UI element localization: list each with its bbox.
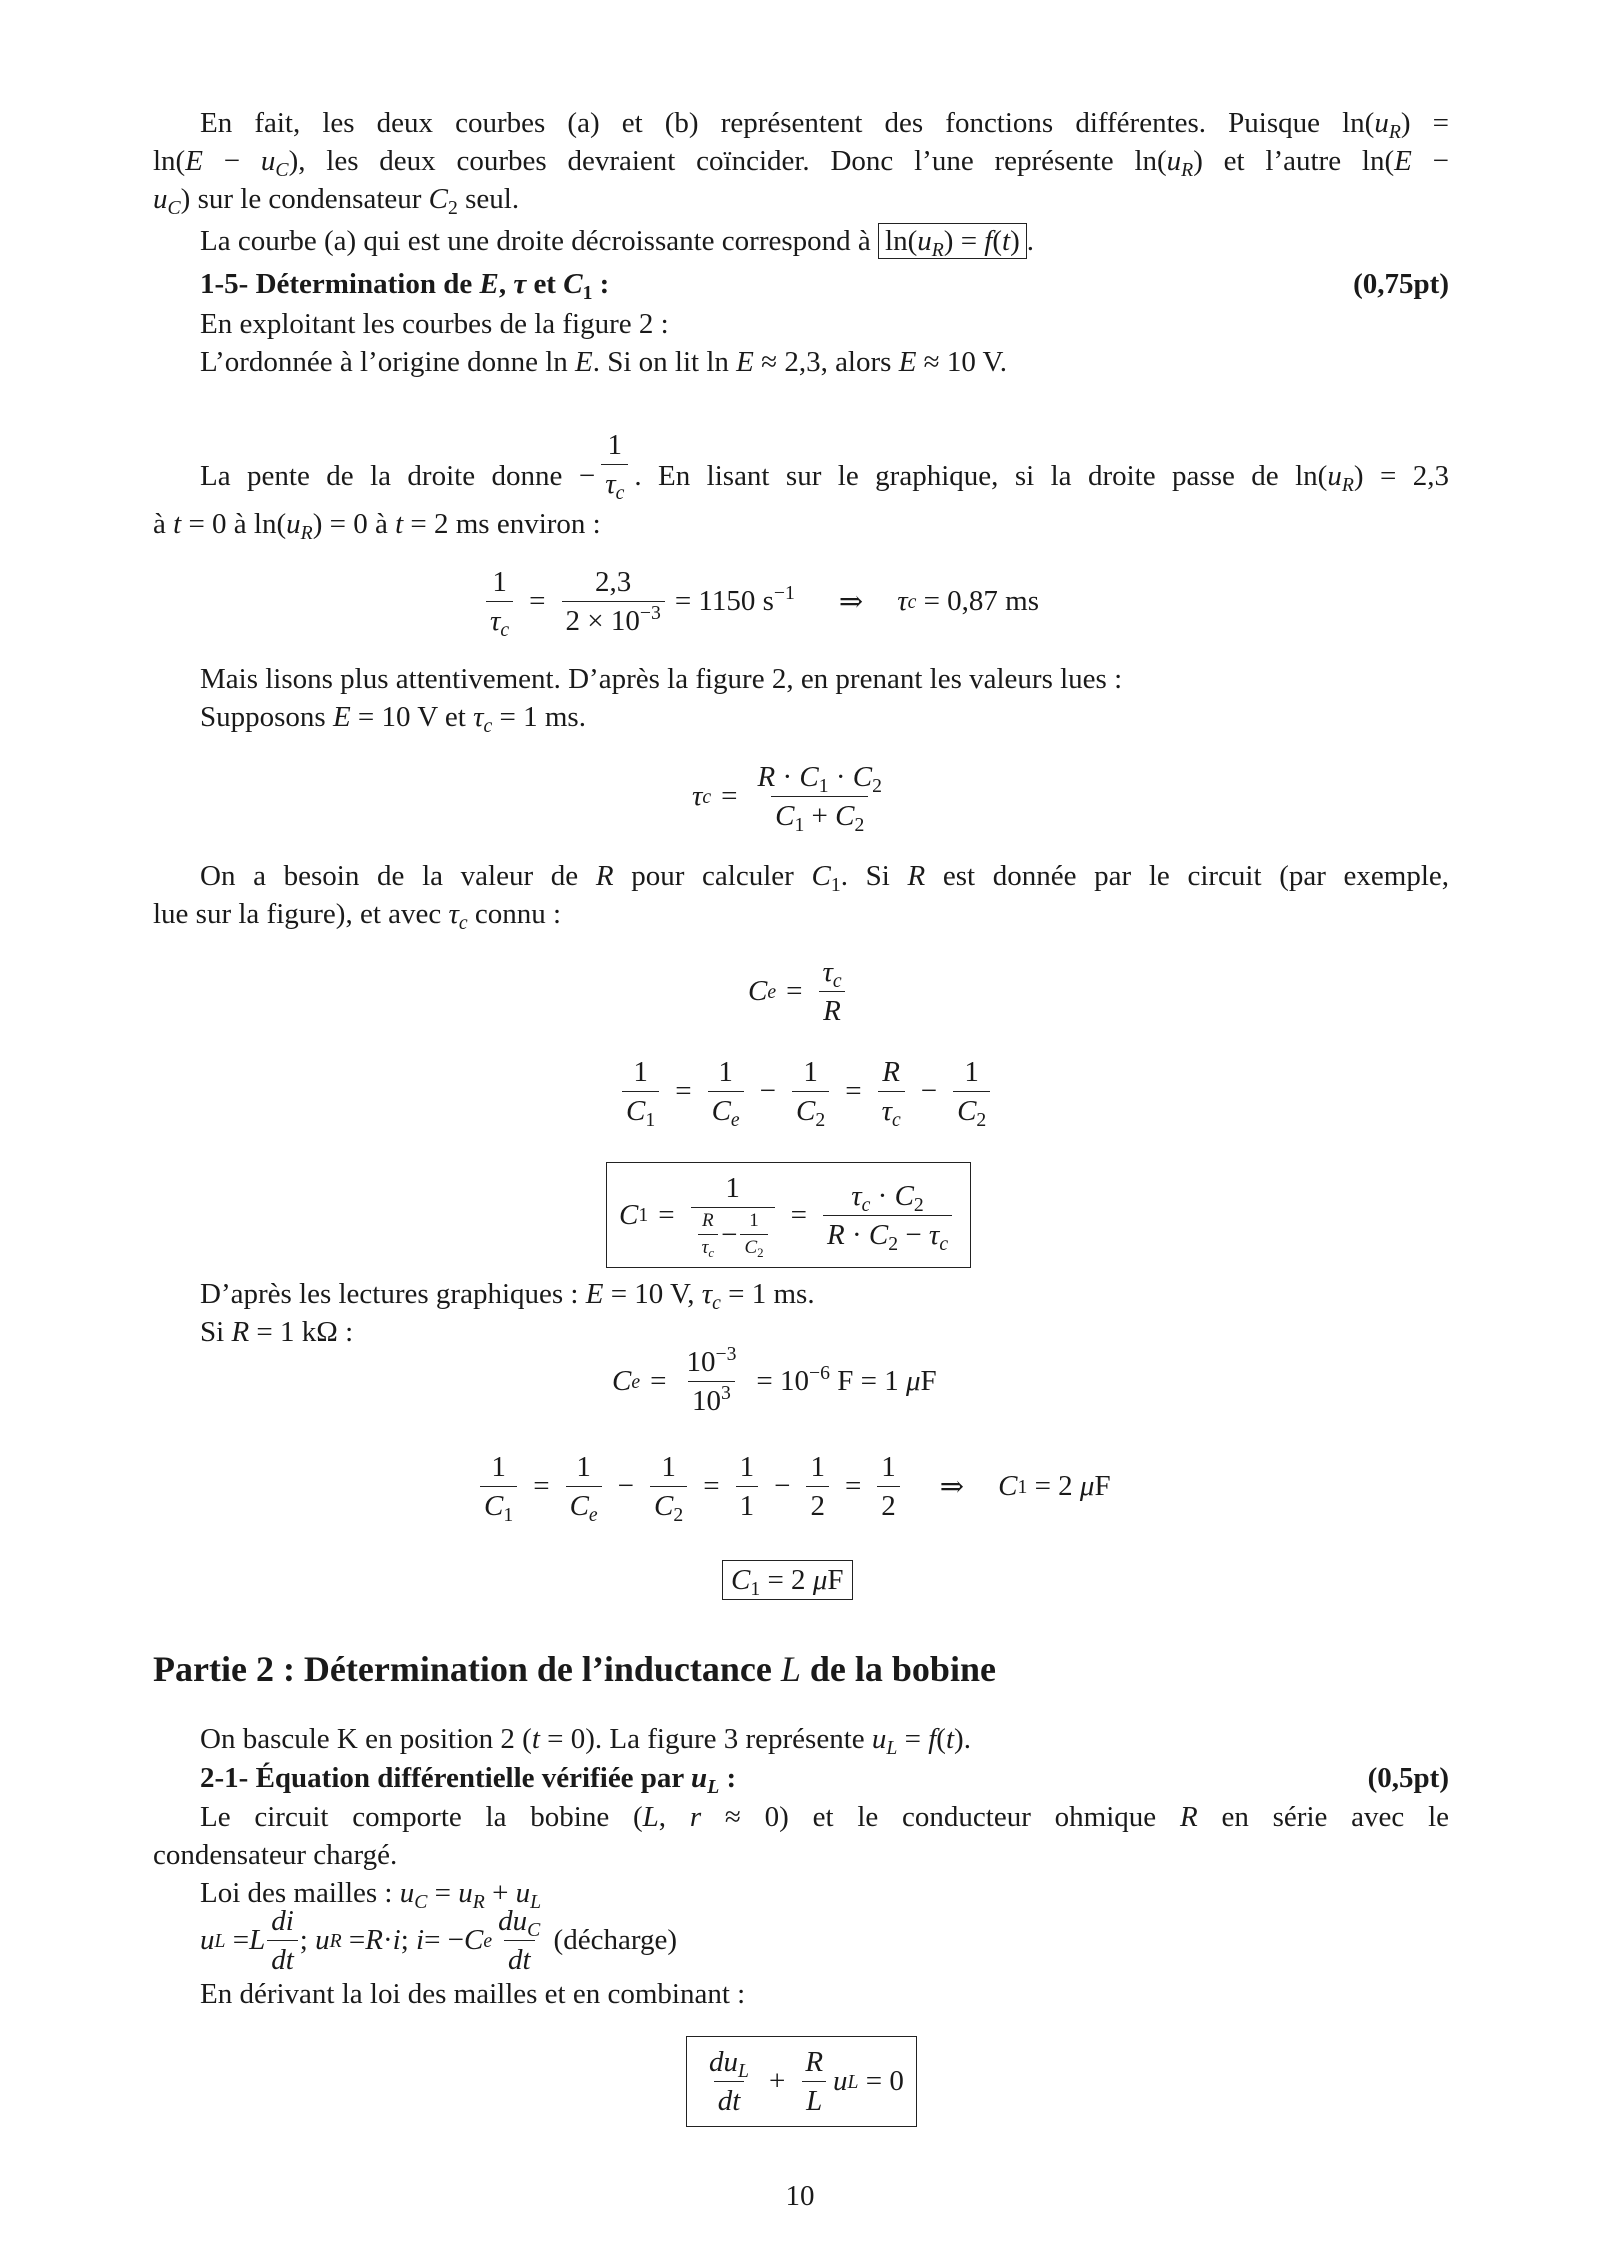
- equation-c1-num: $\frac{1}{C_1}$ = $\frac{1}{C_e}$ − $\frac{1}{C_2}$ = $\frac{1}{1}$ − $\frac{1}{2}$ = $\frac{1}{2}$ ⇒ C 1 = 2 μ F: [474, 1450, 1111, 1523]
- boxed-result-c1: $C_1 = 2$ μF: [722, 1560, 853, 1600]
- paragraph-line: On bascule K en position 2 (t = 0). La figure 3 représente $u_L = f(t)$.: [200, 1723, 971, 1759]
- part-heading: Partie 2 : Détermination de l’inductance L de la bobine: [153, 1649, 996, 1689]
- equation-ce-num: C e = $\frac{10^{-3}}{10^3}$ = $10^{-6}$ F = 1 μF: [612, 1343, 937, 1417]
- equation-differential-boxed: $\frac{du_L}{dt}$ + $\frac{R}{L}$ u L = 0: [686, 2036, 917, 2127]
- equation-tau-c: τ c = $\frac{R \cdot C_1 \cdot C_2}{C_1 + C_2}$: [692, 761, 882, 836]
- points-label: (0,5pt): [1367, 1762, 1449, 1794]
- paragraph-line: La pente de la droite donne − $\frac{1}{\tau_c}$ . En lisant sur le graphique, si la droite passe de $\ln(u_R) = 2,3$: [200, 429, 1450, 504]
- paragraph-line: En exploitant les courbes de la figure 2 :: [200, 308, 669, 340]
- paragraph-line: En dérivant la loi des mailles et en combinant :: [200, 1978, 746, 2010]
- page-number: 10: [785, 2180, 815, 2212]
- paragraph-line: Mais lisons plus attentivement. D’après la figure 2, en prenant les valeurs lues :: [200, 663, 1123, 695]
- paragraph-line: à t = 0 à $\ln(u_R) = 0$ à t = 2 ms environ :: [153, 508, 601, 544]
- paragraph-line: D’après les lectures graphiques : E = 10 V, $\tau_c = 1$ ms.: [200, 1278, 815, 1314]
- paragraph-line: Le circuit comporte la bobine (L, r ≈ 0) et le conducteur ohmique R en série avec le: [200, 1801, 1450, 1833]
- boxed-result: $\ln(u_R) = f(t)$: [878, 223, 1027, 259]
- equation-tau: $\frac{1}{\tau_c}$ = $\frac{2,3}{2 \times 10^{-3}}$ = 1150 $s^{-1}$ ⇒ τ c = 0,87 ms: [480, 565, 1039, 638]
- paragraph-line: En fait, les deux courbes (a) et (b) représentent des fonctions différentes. Puisque $\ln(u_R)$ =: [200, 107, 1449, 143]
- paragraph-line: Loi des mailles : $u_C = u_R + u_L$: [200, 1877, 542, 1913]
- paragraph-line: Si R = 1 kΩ :: [200, 1316, 354, 1348]
- paragraph-line: Supposons E = 10 V et $\tau_c = 1$ ms.: [200, 701, 586, 737]
- points-label: (0,75pt): [1353, 268, 1449, 300]
- equation-c1-boxed: C 1 = 1 $\frac{R}{\tau_c}$ − $\frac{1}{C_2}$ = $\frac{\tau_c \cdot C_2}{R \cdot C_2 - \tau_c}$: [606, 1162, 971, 1268]
- paragraph-line: On a besoin de la valeur de R pour calculer $C_1$. Si R est donnée par le circuit (par exemple,: [200, 860, 1450, 896]
- equation-inv-c1: $\frac{1}{C_1}$ = $\frac{1}{C_e}$ − $\frac{1}{C_2}$ = $\frac{R}{\tau_c}$ − $\frac{1}{C_2}$: [616, 1055, 996, 1128]
- equation-laws: u L = L $\frac{di}{dt}$ ; u R = R · i ; i = − C e $\frac{du_C}{dt}$ (décharge): [200, 1905, 677, 1976]
- paragraph-line: La courbe (a) qui est une droite décroissante correspond à $\ln(u_R) = f(t)$ .: [200, 225, 1035, 261]
- paragraph-line: $u_C$) sur le condensateur $C_2$ seul.: [153, 183, 520, 219]
- section-heading: 1-5- Détermination de E, τ et $C_1$ : (0,75pt): [200, 265, 1449, 303]
- section-heading: 2-1- Équation différentielle vérifiée par $u_L$ : (0,5pt): [200, 1759, 1449, 1797]
- paragraph-line: L’ordonnée à l’origine donne ln E. Si on lit ln E ≈ 2,3, alors E ≈ 10 V.: [200, 346, 1008, 378]
- equation-ce: C e = $\frac{\tau_c}{R}$: [748, 955, 852, 1028]
- paragraph-line: condensateur chargé.: [153, 1839, 398, 1871]
- paragraph-line: lue sur la figure), et avec $\tau_c$ connu :: [153, 898, 562, 934]
- paragraph-line: $\ln(E - u_C)$, les deux courbes devraient coïncider. Donc l’une représente $\ln(u_R)$ et l’autre ln(E −: [153, 145, 1449, 181]
